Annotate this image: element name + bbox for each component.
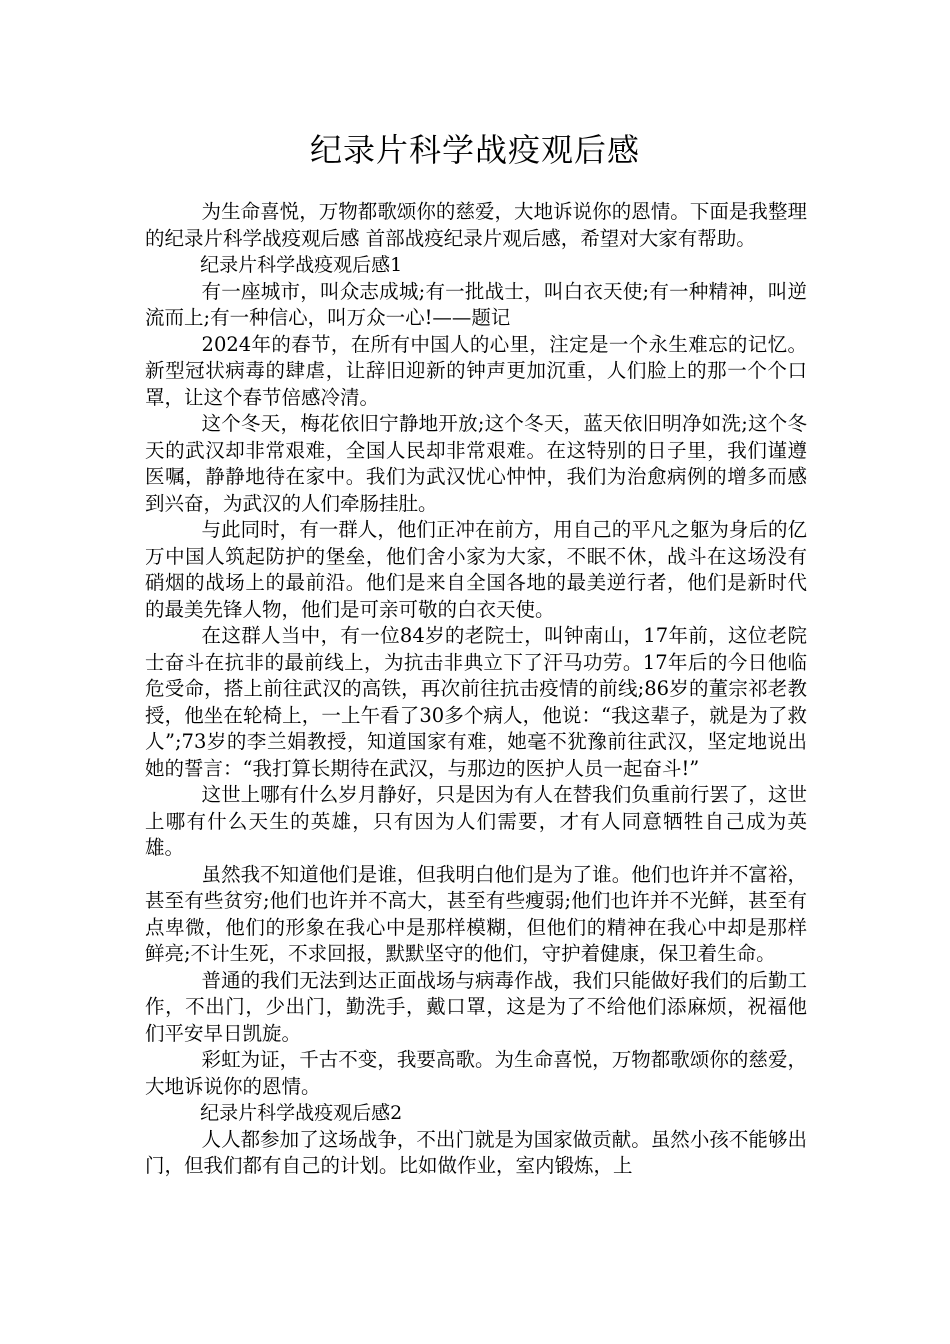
body-paragraph: 2024年的春节，在所有中国人的心里，注定是一个永生难忘的记忆。新型冠状病毒的肆虐，让辞旧迎新的钟声更加沉重，人们脸上的那一个个口罩，让这个春节倍感冷清。 [145,332,807,409]
body-paragraph: 与此同时，有一群人，他们正冲在前方，用自己的平凡之躯为身后的亿万中国人筑起防护的堡垒，他们舍小家为大家，不眠不休，战斗在这场没有硝烟的战场上的最前沿。他们是来自全国各地的最美逆行者，他们是新时代的最美先锋人物，他们是可亲可敬的白衣天使。 [145,518,807,621]
body-paragraph: 在这群人当中，有一位84岁的老院士，叫钟南山，17年前，这位老院士奋斗在抗非的最前线上，为抗击非典立下了汗马功劳。17年后的今日他临危受命，搭上前往武汉的高铁，再次前往抗击疫情的前线;86岁的董宗祁老教授，他坐在轮椅上，一上午看了30多个病人，他说：“我这辈子，就是为了救人”;73岁的李兰娟教授，知道国家有难，她毫不犹豫前往武汉，坚定地说出她的誓言：“我打算长期待在武汉，与那边的医护人员一起奋斗!” [145,624,807,780]
body-paragraph: 彩虹为证，千古不变，我要高歌。为生命喜悦，万物都歌颂你的慈爱，大地诉说你的恩情。 [145,1048,807,1098]
body-paragraph: 这个冬天，梅花依旧宁静地开放;这个冬天，蓝天依旧明净如洗;这个冬天的武汉却非常艰难，全国人民却非常艰难。在这特别的日子里，我们谨遵医嘱，静静地待在家中。我们为武汉忧心忡忡，我们为治愈病例的增多而感到兴奋，为武汉的人们牵肠挂肚。 [145,412,807,515]
section-heading-1: 纪录片科学战疫观后感1 [200,254,403,276]
body-paragraph: 有一座城市，叫众志成城;有一批战士，叫白衣天使;有一种精神，叫逆流而上;有一种信心，叫万众一心!——题记 [145,279,807,329]
document-body [145,199,807,1180]
body-paragraph: 虽然我不知道他们是谁，但我明白他们是为了谁。他们也许并不富裕，甚至有些贫穷;他们也许并不高大，甚至有些瘦弱;他们也许并不光鲜，甚至有点卑微，他们的形象在我心中是那样模糊，但他们的精神在我心中却是那样鲜亮;不计生死，不求回报，默默坚守的他们，守护着健康，保卫着生命。 [145,862,807,965]
body-paragraph: 普通的我们无法到达正面战场与病毒作战，我们只能做好我们的后勤工作，不出门，少出门，勤洗手，戴口罩，这是为了不给他们添麻烦，祝福他们平安早日凯旋。 [145,968,807,1045]
document-title: 纪录片科学战疫观后感 [309,131,640,169]
body-paragraph: 这世上哪有什么岁月静好，只是因为有人在替我们负重前行罢了，这世上哪有什么天生的英雄，只有因为人们需要，才有人同意牺牲自己成为英雄。 [145,783,807,859]
body-paragraph: 人人都参加了这场战争，不出门就是为国家做贡献。虽然小孩不能够出门，但我们都有自己的计划。比如做作业，室内锻炼，上 [145,1127,807,1177]
intro-paragraph: 为生命喜悦，万物都歌颂你的慈爱，大地诉说你的恩情。下面是我整理的纪录片科学战疫观后感 首部战疫纪录片观后感，希望对大家有帮助。 [145,200,807,250]
section-heading-2: 纪录片科学战疫观后感2 [200,1102,403,1124]
